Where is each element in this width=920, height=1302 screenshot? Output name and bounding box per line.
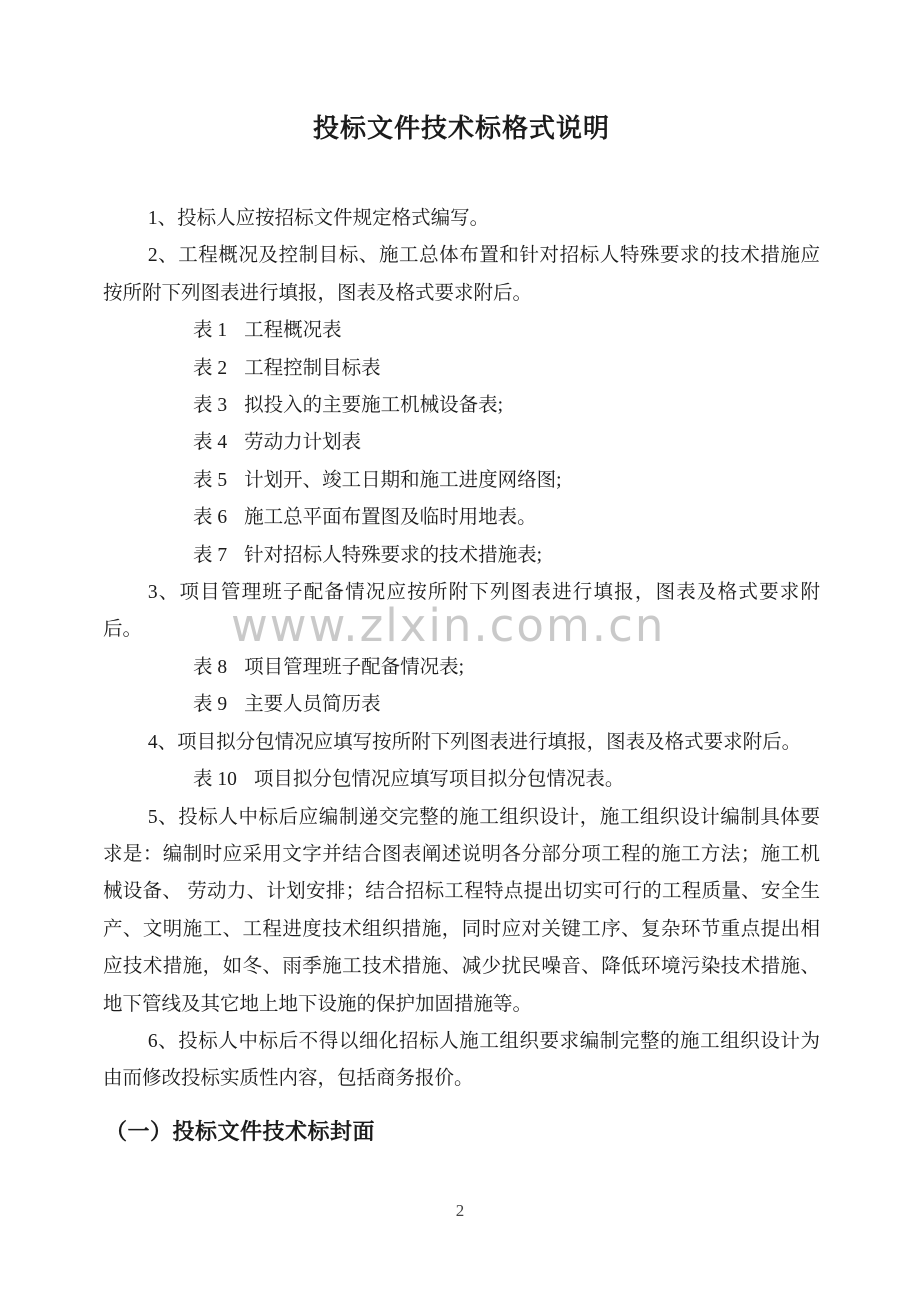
table-list-item-5 bbox=[103, 462, 820, 499]
table-title: 劳动力计划表 bbox=[244, 432, 362, 454]
table-label: 表 8 bbox=[193, 656, 228, 678]
section-heading: （一）投标文件技术标封面 bbox=[105, 1119, 376, 1144]
table-label: 表 1 bbox=[193, 320, 228, 342]
table-list-item-6 bbox=[103, 499, 820, 536]
table-title: 主要人员简历表 bbox=[244, 694, 381, 716]
table-list-item-7 bbox=[103, 537, 820, 574]
table-title: 工程控制目标表 bbox=[244, 357, 381, 379]
document-title: 投标文件技术标格式说明 bbox=[312, 114, 610, 143]
table-label: 表 9 bbox=[193, 694, 228, 716]
table-list-item-9 bbox=[103, 686, 820, 723]
table-label: 表 4 bbox=[193, 432, 228, 454]
table-label: 表 10 bbox=[193, 769, 237, 791]
table-label: 表 7 bbox=[193, 544, 228, 566]
paragraph-4: 4、项目拟分包情况应填写按所附下列图表进行填报，图表及格式要求附后。 bbox=[147, 731, 802, 753]
table-list-item-3 bbox=[103, 387, 820, 424]
paragraph-6: 6、投标人中标后不得以细化招标人施工组织要求编制完整的施工组织设计为由而修改投标实质性内容，包括商务报价。 bbox=[103, 1030, 820, 1090]
table-label: 表 3 bbox=[193, 395, 228, 417]
table-label: 表 6 bbox=[193, 507, 228, 529]
table-label: 表 2 bbox=[193, 357, 228, 379]
table-list-item-4 bbox=[103, 424, 820, 461]
table-title: 拟投入的主要施工机械设备表; bbox=[244, 395, 504, 417]
watermark-text: www.zlxin.com.cn bbox=[231, 599, 666, 652]
table-title: 针对招标人特殊要求的技术措施表; bbox=[244, 544, 543, 566]
paragraph-5: 5、投标人中标后应编制递交完整的施工组织设计，施工组织设计编制具体要求是：编制时应采用文字并结合图表阐述说明各分部分项工程的施工方法；施工机械设备、 劳动力、计划安排；结合招标工程特点提出切实可行的工程质量、安全生产、文明施工、工程进度技术组织措施，同时应对关键工序、复杂环节重点提出相应技术措施，如冬、雨季施工技术措施、减少扰民噪音、降低环境污染技术措施、地下管线及其它地上地下设施的保护加固措施等。 bbox=[103, 806, 820, 1015]
table-list-item-8 bbox=[103, 649, 820, 686]
table-title: 项目拟分包情况应填写项目拟分包情况表。 bbox=[253, 769, 625, 791]
table-title: 施工总平面布置图及临时用地表。 bbox=[244, 507, 537, 529]
document-body bbox=[103, 200, 820, 1098]
table-title: 项目管理班子配备情况表; bbox=[244, 656, 465, 678]
table-title: 工程概况表 bbox=[244, 320, 342, 342]
table-label: 表 5 bbox=[193, 469, 228, 491]
table-list-item-2 bbox=[103, 350, 820, 387]
page-number: 2 bbox=[455, 1201, 465, 1220]
paragraph-3: 3、项目管理班子配备情况应按所附下列图表进行填报，图表及格式要求附后。 bbox=[103, 582, 820, 641]
paragraph-1: 1、投标人应按招标文件规定格式编写。 bbox=[147, 208, 490, 229]
paragraph-2: 2、工程概况及控制目标、施工总体布置和针对招标人特殊要求的技术措施应按所附下列图表进行填报，图表及格式要求附后。 bbox=[103, 245, 820, 304]
table-title: 计划开、竣工日期和施工进度网络图; bbox=[244, 469, 562, 491]
table-list-item-10 bbox=[103, 761, 820, 798]
table-list-item-1 bbox=[103, 312, 820, 349]
